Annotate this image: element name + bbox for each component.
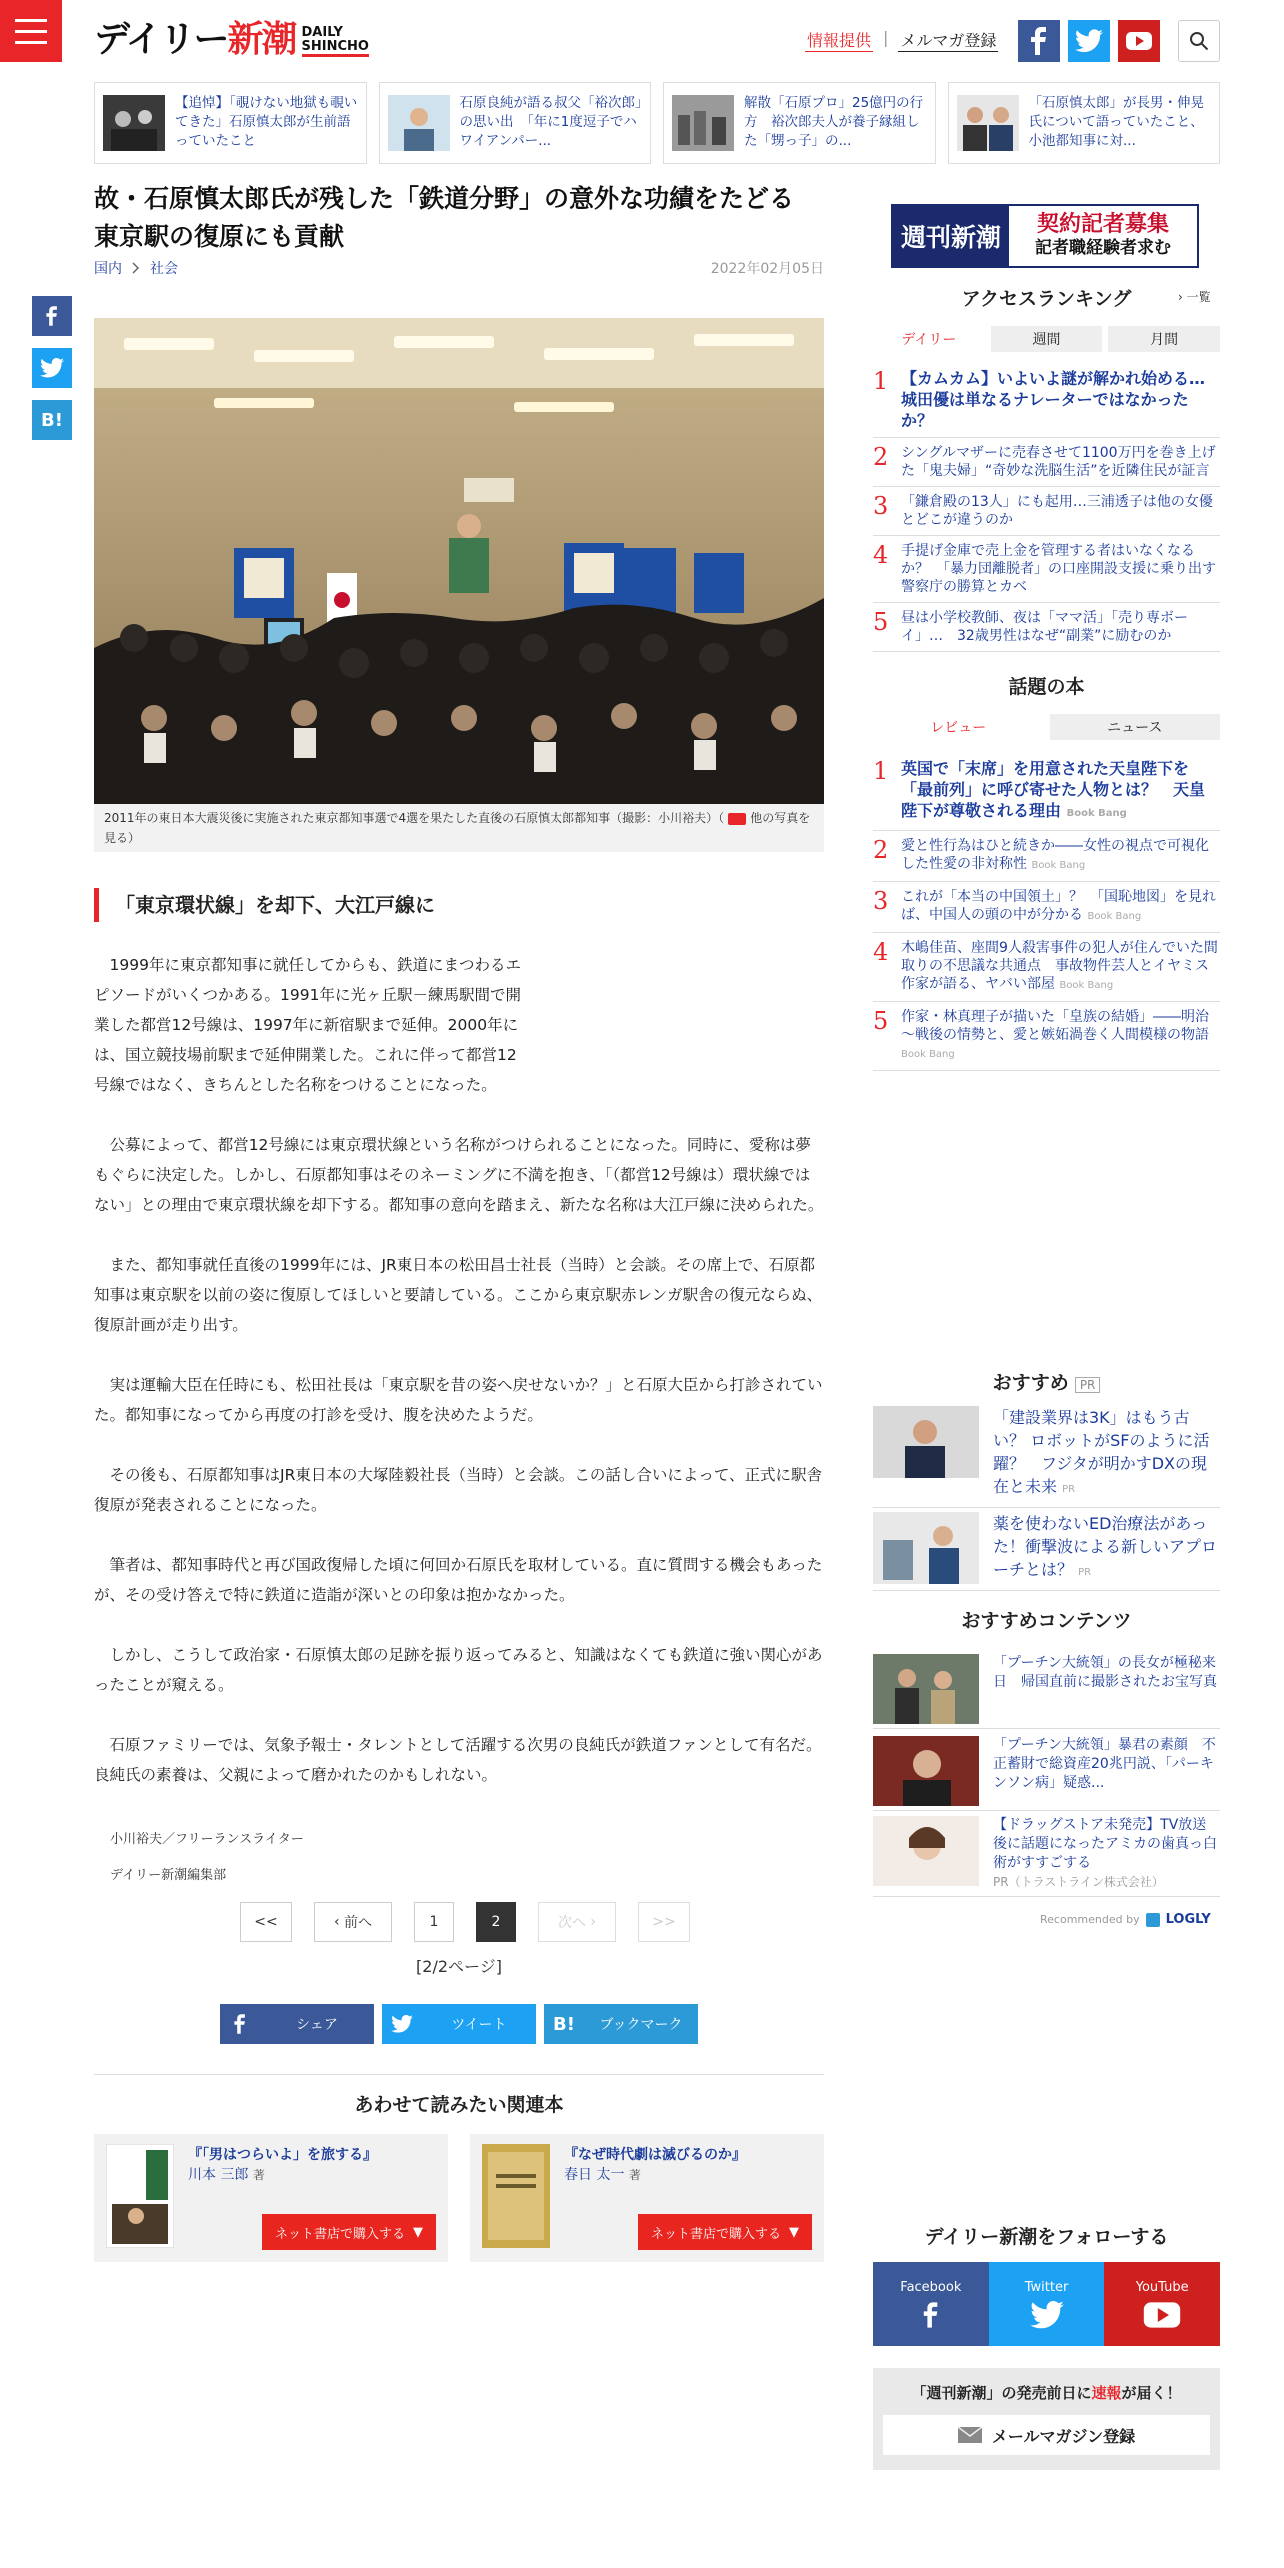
twitter-icon[interactable] xyxy=(1068,20,1110,62)
article-body xyxy=(94,950,824,1820)
recommend-item[interactable]: 「建設業界は3K」はもう古い？ ロボットがSFのように活躍？ フジタが明かすDXの現在と未来 PR xyxy=(873,1406,1220,1508)
logly-credit: Recommended by LOGLY xyxy=(1040,1912,1211,1927)
facebook-share-icon[interactable] xyxy=(32,296,72,336)
author: 小川裕夫／フリーランスライター xyxy=(110,1832,304,1847)
recruit-banner[interactable]: 週刊新潮 契約記者募集 記者職経験者求む xyxy=(891,204,1199,268)
topic-books-title: 話題の本 xyxy=(1008,676,1085,698)
related-book[interactable]: 『「男はつらいよ」を旅する』 川本 三郎 著 ネット書店で購入する ▼ xyxy=(94,2134,448,2262)
hatena-bookmark-icon[interactable]: B! xyxy=(32,400,72,440)
content-item[interactable]: 【ドラッグストア未発売】TV放送後に話題になったアミカの歯真っ白術がすすごする PR（トラストライン株式会社） xyxy=(873,1816,1220,1897)
contents-title: おすすめコンテンツ xyxy=(961,1610,1132,1632)
list-item[interactable]: 5 昼は小学校教師、夜は「ママ活」「売り専ボーイ」… 32歳男性はなぜ“副業”に励むのか xyxy=(873,603,1220,652)
recommend-thumbnail xyxy=(873,1406,979,1478)
content-thumbnail xyxy=(873,1816,979,1886)
follow-twitter[interactable]: Twitter xyxy=(989,2262,1105,2346)
logly-icon xyxy=(1146,1913,1160,1927)
credits xyxy=(110,1822,304,1894)
recommend-title: おすすめ PR xyxy=(873,1368,1220,1395)
top-picks xyxy=(94,82,1220,164)
buy-online-button[interactable]: ネット書店で購入する ▼ xyxy=(638,2214,812,2250)
bottom-share-bar xyxy=(220,2004,698,2044)
article-photo[interactable] xyxy=(94,318,824,804)
pagination xyxy=(240,1902,690,1942)
recommend-item[interactable]: 薬を使わないED治療法があった！衝撃波による新しいアプローチとは？ PR xyxy=(873,1512,1220,1591)
tab-review[interactable]: レビュー xyxy=(873,714,1044,740)
mail-magazine-box: 「週刊新潮」の発売前日に速報が届く！ メールマガジン登録 xyxy=(873,2368,1220,2470)
facebook-icon xyxy=(220,2004,260,2044)
follow-links xyxy=(873,2262,1220,2346)
related-book[interactable]: 『なぜ時代劇は滅びるのか』 春日 太一 著 ネット書店で購入する ▼ xyxy=(470,2134,824,2262)
twitter-share-button[interactable]: ツイート xyxy=(382,2004,536,2044)
content-item[interactable]: 「プーチン大統領」暴君の素顔 不正蓄財で総資産20兆円説、「パーキンソン病」疑惑... xyxy=(873,1736,1220,1811)
hatena-bookmark-button[interactable]: B! ブックマーク xyxy=(544,2004,698,2044)
crumb-domestic[interactable]: 国内 xyxy=(94,261,122,277)
caret-down-icon: ▼ xyxy=(413,2224,423,2240)
page-2-current: 2 xyxy=(476,1902,516,1942)
twitter-share-icon[interactable] xyxy=(32,348,72,388)
paragraph: 1999年に東京都知事に就任してからも、鉄道にまつわるエピソードがいくつかある。1991年に光ヶ丘駅－練馬駅間で開業した都営12号線は、1997年に新宿駅まで延伸。2000年には、国立競技場前駅まで延伸開業した。これに伴って都営12号線ではなく、きちんとした名称をつけることになった。 xyxy=(94,956,521,1094)
books-tabs xyxy=(873,714,1220,740)
next-page-button: 次へ › xyxy=(538,1902,616,1942)
more-photos-link[interactable]: 他の写真を見る） xyxy=(104,811,811,845)
ranking-title: アクセスランキング xyxy=(961,288,1132,310)
page-count: [2/2ページ] xyxy=(416,1957,502,1976)
divider xyxy=(94,2074,824,2075)
content-thumbnail xyxy=(873,1654,979,1724)
paragraph: その後も、石原都知事はJR東日本の大塚陸毅社長（当時）と会談。この話し合いによって、正式に駅舎復原が発表されることになった。 xyxy=(94,1466,823,1514)
follow-youtube[interactable]: YouTube xyxy=(1104,2262,1220,2346)
facebook-share-button[interactable]: シェア xyxy=(220,2004,374,2044)
twitter-icon xyxy=(382,2004,422,2044)
related-books-title: あわせて読みたい関連本 xyxy=(354,2094,564,2116)
separator: | xyxy=(883,28,889,47)
mail-magazine-button[interactable]: メールマガジン登録 xyxy=(883,2415,1210,2455)
content-thumbnail xyxy=(873,1736,979,1806)
facebook-icon[interactable] xyxy=(1018,20,1060,62)
info-link[interactable]: 情報提供 xyxy=(805,28,873,52)
book-cover xyxy=(106,2144,174,2248)
book-cover xyxy=(482,2144,550,2248)
list-item[interactable]: 3 「鎌倉殿の13人」にも起用…三浦透子は他の女優とどこが違うのか xyxy=(873,487,1220,536)
list-item[interactable]: 4 手提げ金庫で売上金を管理する者はいなくなるか？ 「暴力団離脱者」の口座開設支援に乗り出す警察庁の勝算とカベ xyxy=(873,536,1220,603)
ranking-list xyxy=(873,362,1220,652)
twitter-icon xyxy=(1030,2301,1064,2329)
ranking-tabs xyxy=(873,326,1220,352)
tab-weekly[interactable]: 週間 xyxy=(991,326,1103,352)
chevron-right-icon xyxy=(132,262,140,274)
search-icon xyxy=(1189,31,1209,51)
mailmag-link[interactable]: メルマガ登録 xyxy=(898,28,998,52)
editor: デイリー新潮編集部 xyxy=(110,1868,227,1883)
first-page-button[interactable]: << xyxy=(240,1902,292,1942)
pick-thumbnail xyxy=(672,95,734,151)
follow-title: デイリー新潮をフォローする xyxy=(924,2226,1169,2248)
camera-icon xyxy=(728,813,746,825)
article-title: 故・石原慎太郎氏が残した「鉄道分野」の意外な功績をたどる 東京駅の復原にも貢献 xyxy=(94,184,820,251)
chevron-right-icon: › xyxy=(1178,290,1187,304)
side-share-bar xyxy=(32,296,72,440)
buy-online-button[interactable]: ネット書店で購入する ▼ xyxy=(262,2214,436,2250)
tab-monthly[interactable]: 月間 xyxy=(1108,326,1220,352)
hatena-icon: B! xyxy=(553,2013,575,2035)
publish-date: 2022年02月05日 xyxy=(710,261,824,277)
site-logo[interactable]: デイリー新潮 DAILY SHINCHO xyxy=(94,19,369,60)
tab-news[interactable]: ニュース xyxy=(1050,714,1221,740)
caret-down-icon: ▼ xyxy=(789,2224,799,2240)
content-item[interactable]: 「プーチン大統領」の長女が極秘来日 帰国直前に撮影されたお宝写真 xyxy=(873,1654,1220,1729)
paragraph: しかし、こうして政治家・石原慎太郎の足跡を振り返ってみると、知識はなくても鉄道に強い関心があったことが窺える。 xyxy=(94,1646,823,1694)
paragraph: 公募によって、都営12号線には東京環状線という名称がつけられることになった。同時に、愛称は夢もぐらに決定した。しかし、石原都知事はそのネーミングに不満を抱き、「（都営12号線は）環状線ではない」との理由で東京環状線を却下する。都知事の意向を踏まえ、新たな名称は大江戸線に決められた。 xyxy=(94,1136,824,1214)
page-1-button[interactable]: 1 xyxy=(414,1902,454,1942)
paragraph: また、都知事就任直後の1999年には、JR東日本の松田昌士社長（当時）と会談。その席上で、石原都知事は東京駅を以前の姿に復原してほしいと要請している。ここから東京駅赤レンガ駅舎の復元ならぬ、復原計画が走り出す。 xyxy=(94,1256,823,1334)
follow-facebook[interactable]: Facebook xyxy=(873,2262,989,2346)
search-button[interactable] xyxy=(1178,20,1220,62)
section-heading: 「東京環状線」を却下、大江戸線に xyxy=(94,888,435,922)
pick-item[interactable]: 「石原慎太郎」が長男・伸晃氏について語っていたこと、小池都知事に対... xyxy=(948,82,1221,164)
tab-daily[interactable]: デイリー xyxy=(873,326,985,352)
paragraph: 実は運輸大臣在任時にも、松田社長は「東京駅を昔の姿へ戻せないか？」と石原大臣から打診されていた。都知事になってから再度の打診を受け、腹を決めたようだ。 xyxy=(94,1376,823,1424)
mail-icon xyxy=(958,2427,982,2443)
youtube-icon xyxy=(1142,2301,1182,2329)
list-item[interactable]: 4 木嶋佳苗、座間9人殺害事件の犯人が住んでいた間取りの不思議な共通点 事故物件芸人とイヤミス作家が語る、ヤバい部屋 Book Bang xyxy=(873,933,1220,1002)
menu-button[interactable] xyxy=(0,0,62,62)
pick-thumbnail xyxy=(103,95,165,151)
pick-thumbnail xyxy=(388,95,450,151)
pick-item[interactable]: 【追悼】「覗けない地獄も覗いてきた」石原慎太郎が生前語っていたこと xyxy=(94,82,367,164)
facebook-icon xyxy=(922,2301,940,2329)
chevron-right-icon: › xyxy=(585,1914,597,1930)
youtube-icon[interactable] xyxy=(1118,20,1160,62)
books-list xyxy=(873,752,1220,1071)
pick-item[interactable]: 解散「石原プロ」25億円の行方 裕次郎夫人が養子縁組した「甥っ子」の... xyxy=(663,82,936,164)
last-page-button: >> xyxy=(638,1902,690,1942)
breadcrumb xyxy=(94,258,178,278)
list-item[interactable]: 1 英国で「末席」を用意された天皇陛下を「最前列」に呼び寄せた人物とは？ 天皇陛下が尊敬される理由 Book Bang xyxy=(873,752,1220,831)
recommend-thumbnail xyxy=(873,1512,979,1584)
pick-item[interactable]: 石原良純が語る叔父「裕次郎」の思い出 「年に1度逗子でハワイアンパー... xyxy=(379,82,652,164)
paragraph: 石原ファミリーでは、気象予報士・タレントとして活躍する次男の良純氏が鉄道ファンとして有名だ。良純氏の素養は、父親によって磨かれたのかもしれない。 xyxy=(94,1736,822,1784)
list-item[interactable]: 5 作家・林真理子が描いた「皇族の結婚」――明治～戦後の情勢と、愛と嫉妬渦巻く人間模様の物語 Book Bang xyxy=(873,1002,1220,1071)
photo-caption: 2011年の東日本大震災後に実施された東京都知事選で4選を果たした直後の石原慎太郎都知事（撮影：小川裕夫）（ 他の写真を見る） xyxy=(94,804,824,852)
pick-thumbnail xyxy=(957,95,1019,151)
paragraph: 筆者は、都知事時代と再び国政復帰した頃に何回か石原氏を取材している。直に質問する機会もあったが、その受け答えで特に鉄道に造詣が深いとの印象は抱かなかった。 xyxy=(94,1556,823,1604)
list-item[interactable]: 2 シングルマザーに売春させて1100万円を巻き上げた「鬼夫婦」“奇妙な洗脳生活”を近隣住民が証言 xyxy=(873,438,1220,487)
ranking-more-link[interactable]: › 一覧 xyxy=(1178,290,1211,304)
prev-page-button[interactable]: ‹ 前へ xyxy=(314,1902,392,1942)
chevron-left-icon: ‹ xyxy=(333,1914,345,1930)
list-item[interactable]: 3 これが「本当の中国領土」？ 「国恥地図」を見れば、中国人の頭の中が分かる Book Bang xyxy=(873,882,1220,933)
list-item[interactable]: 1 【カムカム】いよいよ謎が解かれ始める…城田優は単なるナレーターではなかったか？ xyxy=(873,362,1220,438)
crumb-society[interactable]: 社会 xyxy=(150,261,178,277)
list-item[interactable]: 2 愛と性行為はひと続きか――女性の視点で可視化した性愛の非対称性 Book Bang xyxy=(873,831,1220,882)
